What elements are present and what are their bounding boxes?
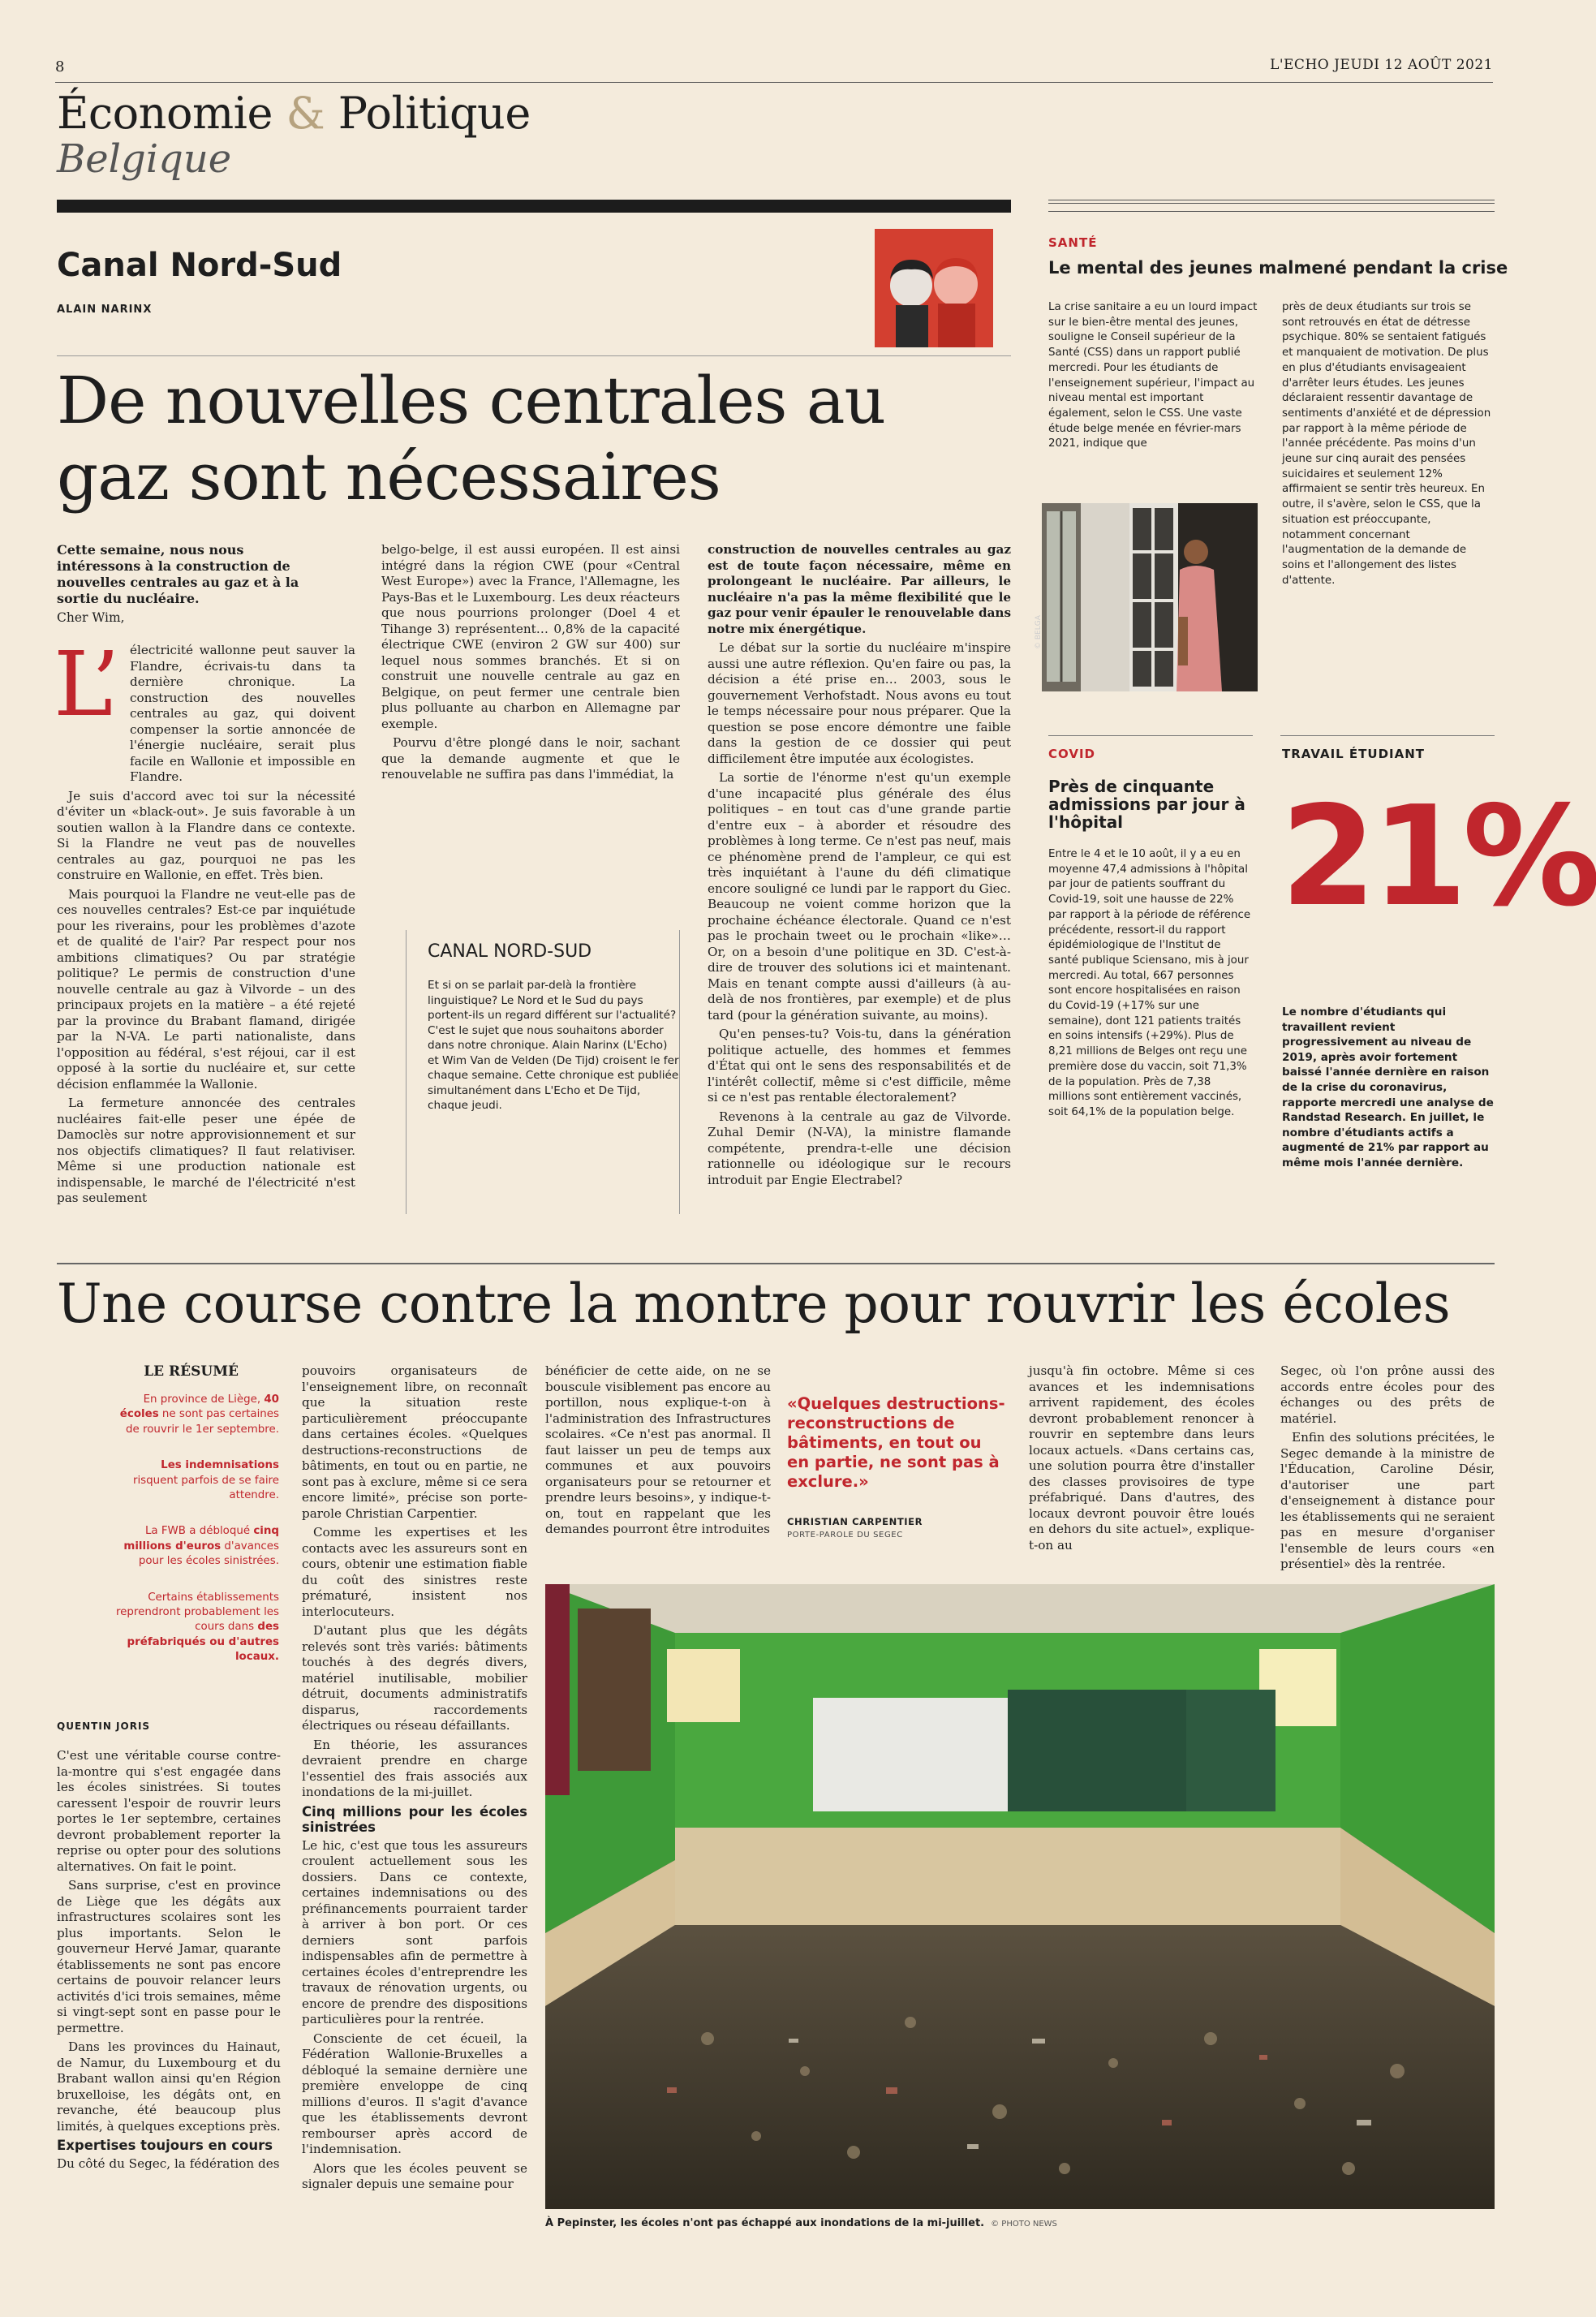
article-headline: De nouvelles centrales au gaz sont nécessaires: [57, 363, 886, 515]
brief-rule: [1048, 211, 1495, 212]
paragraph: bénéficier de cette aide, on ne se bouscule visiblement pas encore au portillon, nous explique-t-on à l'administration des Infrastructures scolaires. «Ce n'est pas anormal. Il faut laisser un peu de temps aux communes et aux pouvoirs organisateurs pour se retourner et prendre leurs besoins», y indique-t-on, tout en rappelant que les demandes pourront être introduites: [545, 1363, 771, 1536]
section-title-part2: Politique: [325, 88, 531, 139]
paragraph: Segec, où l'on prône aussi des accords entre écoles pour des échanges ou des prêts de matériel.: [1280, 1363, 1495, 1426]
paragraph: Le hic, c'est que tous les assureurs croulent actuellement sous les dossiers. Dans ce contexte, certaines indemnisations ou des préfinancements pourraient tarder à arriver à bon port. Or ces derniers sont parfois indispensables afin de permettre à certaines écoles d'entreprendre les travaux de rénovation urgents, ou encore de prendre des dispositions particulières pour la rentrée.: [302, 1837, 527, 2026]
paragraph: Alors que les écoles peuvent se signaler depuis une semaine pour: [302, 2160, 527, 2191]
article2-column-5: [1280, 1363, 1495, 1576]
subheading: Cinq millions pour les écoles sinistrées: [302, 1803, 527, 1835]
subheading: Expertises toujours en cours: [57, 2138, 273, 2153]
paragraph: Pourvu d'être plongé dans le noir, sachant que la demande augmente et que le renouvelable ne suffira pas dans l'immédiat, la: [381, 735, 680, 782]
article-byline-2: QUENTIN JORIS: [57, 1721, 151, 1732]
paragraph: construction de nouvelles centrales au gaz est de toute façon nécessaire, même en prolongeant le nucléaire. Par ailleurs, le nucléaire n'a pas la même flexibilité que le gaz pour venir épauler le renouvelable dans notre mix énergétique.: [708, 542, 1012, 636]
author-portraits-illustration: [875, 229, 993, 347]
paragraph: Revenons à la centrale au gaz de Vilvorde. Zuhal Demir (N-VA), la ministre flamande compétente, prendra-t-elle une décision rationnelle ou idéologique sur le recours introduit par Engie Electrabel?: [708, 1109, 1011, 1187]
summary-highlight: des préfabriqués ou d'autres locaux.: [127, 1621, 279, 1664]
paragraph: La fermeture annoncée des centrales nucléaires fait-elle peser une épée de Damoclès sur notre approvisionnement et sur nos objectifs climatiques? Il faut relativiser. Même si une production nationale est indispensable, le marché de l'électricité n'est pas seulement: [57, 1096, 355, 1205]
paragraph: Comme les expertises et les contacts avec les assureurs sont en cours, obtenir une estimation fiable du coût des sinistres reste prématuré, insistent nos interlocuteurs.: [302, 1525, 527, 1619]
photo-caption-text: À Pepinster, les écoles n'ont pas échappé aux inondations de la mi-juillet.: [545, 2217, 985, 2229]
paragraph: Mais pourquoi la Flandre ne veut-elle pas de ces nouvelles centrales? Est-ce par inquiétude pour les riverains, pour les problèmes d'azote et de qualité de l'air? Par respect pour nos ambitions climatiques? Ou par stratégie politique? Le permis de construction d'une nouvelle centrale au gaz à Vilvorde – un des principaux projets en la matière – a été rejeté par la province du Brabant flamand, dirigée par la N-VA. Le parti nationaliste, dans l'opposition au fédéral, s'est réjoui, car il est opposé à la sortie du nucléaire et, sur cette décision enflammée la Wallonie.: [57, 886, 355, 1092]
brief-tag-travail: TRAVAIL ÉTUDIANT: [1282, 747, 1426, 761]
article-column-1: [57, 643, 355, 1210]
paragraph: électricité wallonne peut sauver la Flandre, écrivais-tu dans ta dernière chronique. La construction des nouvelles centrales au gaz, qui doivent compenser la sortie annoncée de l'énergie nucléaire, serait plus facile en Wallonie et impossible en Flandre.: [130, 643, 355, 784]
header-rule: [55, 82, 1493, 83]
summary-highlight: 40 écoles: [119, 1393, 279, 1421]
brief-text-covid: Entre le 4 et le 10 août, il y a eu en moyenne 47,4 admissions à l'hôpital par jour de patients souffrant du Covid-19, soit une hausse de 22% par rapport à la période de référence précédente, ressort-il du rapport épidémiologique de l'Institut de santé publique Sciensano, mis à jour mercredi. Au total, 667 personnes sont encore hospitalisées en raison du Covid-19 (+17% sur une semaine), dont 121 patients traités en soins intensifs (+29%). Plus de 8,21 millions de Belges ont reçu une première dose du vaccin, soit 71,3% de la population. Près de 7,38 millions sont entièrement vaccinés, soit 64,1% de la population belge.: [1048, 848, 1251, 1118]
article-lead: Cette semaine, nous nous intéressons à la construction de nouvelles centrales au gaz et à la sortie du nucléaire.: [57, 542, 299, 606]
drop-cap: L’: [54, 632, 120, 736]
article-column-2: [381, 542, 680, 786]
article-byline: ALAIN NARINX: [57, 304, 153, 316]
brief-title-covid: Près de cinquante admissions par jour à l'hôpital: [1048, 777, 1245, 832]
summary-title: LE RÉSUMÉ: [144, 1363, 239, 1380]
summary-highlight: cinq millions d'euros: [123, 1525, 279, 1553]
article-rule: [57, 1263, 1495, 1264]
paragraph: Du côté du Segec, la fédération des: [57, 2156, 280, 2171]
article-headline-2: Une course contre la montre pour rouvrir les écoles: [57, 1273, 1451, 1335]
summary-item: [114, 1524, 279, 1569]
paragraph: En théorie, les assurances devraient prendre en charge l'essentiel des frais associés aux inondations de la mi-juillet.: [302, 1737, 527, 1799]
article2-column-4: [1029, 1363, 1254, 1557]
article2-column-3: [545, 1363, 771, 1541]
photo-caption: [545, 2217, 1057, 2229]
summary-text: Certains établissements reprendront probablement les cours dans: [115, 1591, 279, 1634]
summary-list: [114, 1393, 279, 1686]
paragraph: Qu'en penses-tu? Vois-tu, dans la génération politique actuelle, des hommes et femmes d'État qui ont le sens des responsabilités et de l'intérêt collectif, même si c'est difficile, même si ce n'est pas rentable électoralement?: [708, 1027, 1011, 1105]
summary-item: [114, 1458, 279, 1503]
paragraph: pouvoirs organisateurs de l'enseignement libre, on reconnaît que la situation reste particulièrement préoccupante dans certaines écoles. «Quelques destructions-reconstructions de bâtiments, en tout ou en partie, ne sont pas à exclure, même si ce sera encore limité», précise son porte-parole Christian Carpentier.: [302, 1363, 527, 1521]
photo-caption-credit: © PHOTO NEWS: [991, 2220, 1057, 2229]
summary-text: En province de Liège,: [143, 1393, 265, 1406]
author-portraits-badge: [875, 229, 993, 347]
summary-text: ne sont pas certaines de rouvrir le 1er septembre.: [126, 1408, 279, 1436]
brief-text-sante-1: La crise sanitaire a eu un lourd impact sur le bien-être mental des jeunes, souligne le Conseil supérieur de la Santé (CSS) dans un rapport publié mercredi. Pour les étudiants de l'enseignement supérieur, l'impact au niveau mental est important également, selon le CSS. Une vaste étude belge menée en février-mars 2021, indique que: [1048, 301, 1258, 450]
paragraph: Le débat sur la sortie du nucléaire m'inspire aussi une autre réflexion. Qu'en faire ou pas, la décision a été prise en… 2003, sous le gouvernement Verhofstadt. Nous avons eu tout le temps nécessaire pour nous préparer. Que la question se pose encore démontre une faible dans la gestion de ce dossier qui peut difficilement être imputée aux écologistes.: [708, 640, 1011, 766]
info-box: [406, 930, 680, 1214]
brief-title-sante: Le mental des jeunes malmené pendant la crise: [1048, 258, 1508, 278]
summary-item: [114, 1393, 279, 1437]
paragraph: Je suis d'accord avec toi sur la nécessité d'éviter un «black-out». Je suis favorable à un soutien wallon à la Flandre dans ce contexte. Si la Flandre ne veut pas de nouvelles centrales au gaz, pourquoi ne pas les construire en Wallonie, en effet. Très bien.: [57, 788, 355, 882]
headline-rule: [57, 355, 1011, 356]
paragraph: Consciente de cet écueil, la Fédération Wallonie-Bruxelles a débloqué la semaine dernière une première enveloppe de cinq millions d'euros. Il s'agit d'avance que les établissements devront rembourser après accord de l'indemnisation.: [302, 2031, 527, 2156]
key-figure: 21%: [1280, 777, 1596, 937]
summary-highlight: Les indemnisations: [161, 1459, 279, 1472]
paragraph: Enfin des solutions précitées, le Segec demande à la ministre de l'Éducation, Caroline Désir, d'autoriser une part d'enseignement à distance pour les établissements qui ne seraient pas en mesure d'organiser l'ensemble de leurs cours «en présentiel» dès la rentrée.: [1280, 1430, 1495, 1571]
brief-tag-covid: COVID: [1048, 747, 1095, 761]
flooded-classroom-photo: [545, 1584, 1495, 2209]
paragraph: C'est une véritable course contre-la-montre qui s'est engagée dans les écoles sinistrées. Si toutes caressent l'espoir de rouvrir leurs portes le 1er septembre, certaines devront probablement reporter la reprise ou opter pour des solutions alternatives. On fait le point.: [57, 1748, 281, 1874]
paragraph: jusqu'à fin octobre. Même si ces avances et les indemnisations arrivent rapidement, des écoles devront probablement renoncer à rouvrir en septembre dans leurs locaux actuels. «Dans certains cas, une solution pourra être d'installer des classes provisoires de type préfabriqué. Dans d'autres, des locaux devront pouvoir être loués en dehors du site actuel», explique-t-on au: [1029, 1363, 1254, 1553]
article-salutation: Cher Wim,: [57, 610, 125, 625]
info-box-text: Et si on se parlait par-delà la frontière linguistique? Le Nord et le Sud du pays portent-ils un regard différent sur l'actualité? C'est le sujet que nous souhaitons aborder dans notre chronique. Alain Narinx (L'Echo) et Wim Van de Velden (De Tijd) croisent le fer chaque semaine. Cette chronique est publiée simultanément dans L'Echo et De Tijd, chaque jeudi.: [428, 979, 679, 1112]
classroom-illustration: [545, 1584, 1495, 2209]
photo-illustration: [1042, 503, 1258, 691]
section-title-part1: Économie: [57, 88, 286, 139]
pull-quote: «Quelques destructions-reconstructions de bâtiments, en tout ou en partie, ne sont pas à exclure.»: [787, 1394, 1005, 1491]
paragraph: D'autant plus que les dégâts relevés sont très variés: bâtiments touchés à des degrés divers, matériel inutilisable, mobilier détruit, documents administratifs disparus, raccordements électriques ou réseau défaillants.: [302, 1623, 527, 1733]
photo-credit: © BELGA: [1035, 615, 1043, 649]
article-column-3: [708, 542, 1011, 1191]
section-title: [57, 88, 531, 139]
pull-quote-role: PORTE-PAROLE DU SEGEC: [787, 1531, 903, 1540]
brief-top-rule: [1048, 200, 1495, 204]
info-box-title: CANAL NORD-SUD: [428, 941, 592, 962]
column-rubric: Canal Nord-Sud: [57, 247, 342, 284]
page-number: 8: [55, 58, 65, 75]
brief-tag-sante: SANTÉ: [1048, 235, 1098, 250]
brief-text-sante-2: près de deux étudiants sur trois se sont retrouvés en état de détresse psychique. 80% se sentaient fatigués et manquaient de motivation. De plus en plus d'étudiants envisageaient d'arrêter leurs études. Les jeunes déclaraient ressentir davantage de sentiments d'anxiété et de dépression par rapport à la même période de l'année précédente. Pas moins d'un jeune sur cinq aurait des pensées suicidaires et seulement 12% affirmaient se sentir très heureux. En outre, il s'avère, selon le CSS, que la situation est préoccupante, notamment concernant l'augmentation de la demande de soins et l'allongement des listes d'attente.: [1282, 301, 1491, 587]
paragraph: Sans surprise, c'est en province de Liège que les dégâts aux infrastructures scolaires sont les plus importants. Selon le gouverneur Hervé Jamar, quarante établissements ne sont pas encore certains de pouvoir relancer leurs activités d'ici trois semaines, même si vingt-sept sont en passe pour le permettre.: [57, 1878, 281, 2035]
paragraph: Dans les provinces du Hainaut, de Namur, du Luxembourg et du Brabant wallon ainsi qu'en Région bruxelloise, les dégâts ont, en revanche, été beaucoup plus limités, à quelques exceptions près.: [57, 2039, 281, 2134]
brief-rule: [1280, 735, 1495, 736]
brief-text-travail: Le nombre d'étudiants qui travaillent revient progressivement au niveau de 2019, après avoir fortement baissé l'année dernière en raison de la crise du coronavirus, rapporte mercredi une analyse de Randstad Research. En juillet, le nombre d'étudiants actifs a augmenté de 21% par rapport au même mois l'année dernière.: [1282, 1006, 1494, 1169]
article2-column-2: [302, 1363, 527, 2196]
section-title-ampersand: &: [286, 88, 325, 139]
article-top-rule: [57, 200, 1011, 213]
article2-column-1: [57, 1748, 281, 2176]
paragraph: belgo-belge, il est aussi européen. Il est ainsi intégré dans la région CWE (pour «Central West Europe») avec la France, l'Allemagne, les Pays-Bas et le Luxembourg. Les deux réacteurs que nous pourrions prolonger (Doel 4 et Tihange 3) représentent… 0,8% de la capacité électrique CWE (environ 2 GW sur 400) sur lequel nous sommes branchés. Et si on construit une nouvelle centrale au gaz en Belgique, on peut fermer une centrale bien plus polluante au charbon en Allemagne par exemple.: [381, 542, 680, 731]
summary-text: risquent parfois de se faire attendre.: [132, 1474, 279, 1502]
young-man-window-photo: [1042, 503, 1258, 691]
newspaper-date: L'ECHO JEUDI 12 AOÛT 2021: [1270, 57, 1493, 73]
paragraph: La sortie de l'énorme n'est qu'un exemple d'une incapacité plus générale des élus politiques – en tout cas d'une grande partie d'entre eux – à aborder et résoudre des problèmes à long terme. Ce n'est pas neuf, mais ce phénomène prend de l'ampleur, ce qui est très inquiétant à l'aune du défi climatique encore souligné ce lundi par le rapport du Giec. Beaucoup ne voient comme horizon que la prochaine échéance électorale. Quand ce n'est pas le prochain tweet ou le prochain «like»… Or, on a besoin d'une politique en 3D. C'est-à-dire de trouver des solutions ici et maintenant. Mais en tenant compte aussi d'ailleurs (à au-delà de nos frontières, par exemple) et de plus tard (pour la génération suivante, au moins).: [708, 770, 1011, 1023]
subsection-title: Belgique: [57, 136, 232, 182]
pull-quote-author: CHRISTIAN CARPENTIER: [787, 1516, 923, 1527]
summary-item: [114, 1591, 279, 1665]
summary-text: La FWB a débloqué: [144, 1525, 254, 1538]
summary-text: d'avances pour les écoles sinistrées.: [138, 1540, 279, 1568]
brief-rule: [1048, 735, 1253, 736]
